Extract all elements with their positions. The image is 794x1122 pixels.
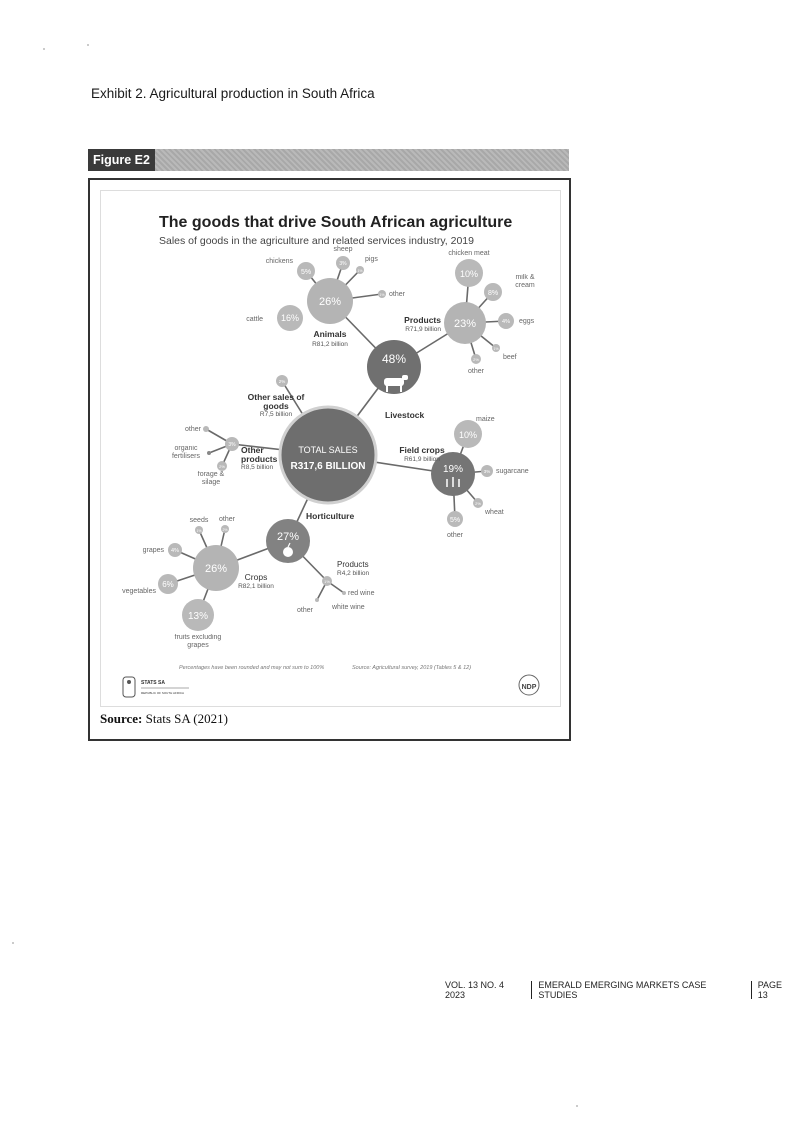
field-crops-label: Field crops bbox=[399, 445, 445, 455]
cattle-pct: 16% bbox=[280, 313, 300, 323]
milk-label-box bbox=[505, 274, 545, 296]
chickens-pct: 5% bbox=[300, 269, 312, 276]
horticulture-pct: 27% bbox=[276, 531, 300, 543]
hort-crops-pct: 26% bbox=[204, 563, 228, 575]
livestock-label: Livestock bbox=[385, 410, 425, 420]
pigs-pct: 1% bbox=[357, 269, 363, 273]
footnote-left: Percentages have been rounded and may not sum to 100% bbox=[179, 665, 325, 671]
products-other-pct: 2% bbox=[473, 357, 479, 362]
infographic-diagram bbox=[101, 191, 560, 706]
page-footer bbox=[445, 980, 794, 1000]
footer-journal: EMERALD EMERGING MARKETS CASE STUDIES bbox=[538, 980, 707, 1000]
red-wine-dot bbox=[342, 591, 346, 595]
livestock-pct: 48% bbox=[381, 352, 407, 366]
source-label: Source: bbox=[100, 711, 143, 726]
sugarcane-label: sugarcane bbox=[496, 468, 529, 475]
hort-products-label: Products bbox=[337, 560, 369, 569]
wheat-pct: 2% bbox=[475, 501, 481, 506]
footnote-right: Source: Agricultural survey, 2019 (Tables 5 & 12) bbox=[352, 665, 472, 671]
animals-value: R81,2 billion bbox=[312, 341, 348, 348]
livestock-products-value: R71,9 billion bbox=[405, 326, 441, 333]
infographic-subtitle: Sales of goods in the agriculture and related services industry, 2019 bbox=[159, 235, 474, 247]
vegetables-label: vegetables bbox=[122, 588, 156, 595]
eggs-label: eggs bbox=[519, 318, 535, 325]
animals-other-label: other bbox=[389, 291, 405, 298]
maize-label: maize bbox=[476, 416, 495, 423]
infographic-title: The goods that drive South African agriculture bbox=[159, 214, 513, 231]
forage-pct: 2% bbox=[219, 464, 225, 469]
fc-other-label: other bbox=[447, 532, 463, 539]
grapes-pct: 4% bbox=[171, 548, 179, 554]
livestock-products-pct: 23% bbox=[453, 318, 477, 330]
footer-volume: VOL. 13 NO. 4 2023 bbox=[445, 980, 505, 1000]
sugarcane-pct: 3% bbox=[483, 469, 491, 474]
hort-products-value: R4,2 billion bbox=[337, 570, 370, 577]
animals-other-pct: 1% bbox=[379, 293, 385, 297]
milk-pct: 8% bbox=[487, 290, 499, 297]
ndp-logo-text: NDP bbox=[521, 684, 537, 691]
total-sales-label: TOTAL SALES bbox=[298, 445, 358, 455]
other-products-value: R8,5 billion bbox=[241, 464, 274, 471]
fruits-label: fruits excluding grapes bbox=[174, 634, 222, 649]
cattle-label: cattle bbox=[246, 316, 263, 323]
beef-pct: 1% bbox=[493, 347, 499, 351]
total-sales-value: R317,6 BILLION bbox=[290, 461, 366, 472]
other-sales-pct: 2% bbox=[278, 379, 286, 384]
horticulture-label: Horticulture bbox=[306, 511, 355, 521]
milk-label: milk & cream bbox=[515, 274, 535, 289]
organic-label: organic fertilisers bbox=[171, 445, 200, 460]
chicken-meat-pct: 10% bbox=[459, 269, 479, 279]
fruits-label-box bbox=[163, 634, 233, 654]
other-products-label-box bbox=[241, 446, 291, 476]
hort-other-label: other bbox=[219, 516, 235, 523]
hort-products-pct: 1% bbox=[324, 579, 330, 584]
field-crops-value: R61,9 billion bbox=[404, 456, 440, 463]
seeds-pct: 1% bbox=[196, 529, 202, 533]
coat-of-arms-icon bbox=[123, 677, 135, 697]
infographic bbox=[100, 190, 561, 707]
beef-label: beef bbox=[503, 354, 517, 361]
hort-other-pct: 2% bbox=[222, 528, 228, 532]
other-sales-label-box bbox=[236, 393, 316, 425]
other-dot bbox=[315, 598, 319, 602]
field-crops-pct: 19% bbox=[442, 464, 464, 475]
fruits-pct: 13% bbox=[187, 611, 209, 622]
other-products-label: Other products bbox=[241, 446, 278, 464]
other-products-pct: 3% bbox=[228, 442, 236, 448]
fc-other-pct: 5% bbox=[449, 517, 461, 524]
animals-pct: 26% bbox=[318, 296, 342, 308]
wheat-label: wheat bbox=[485, 509, 504, 516]
eggs-pct: 4% bbox=[502, 319, 510, 325]
op-other-circle bbox=[203, 426, 209, 432]
red-wine-label: red wine bbox=[348, 590, 375, 597]
figure-label: Figure E2 bbox=[88, 149, 155, 171]
forage-label: forage & silage bbox=[197, 471, 225, 486]
pigs-label: pigs bbox=[365, 256, 378, 263]
stats-sa-logo-sub: REPUBLIC OF SOUTH AFRICA bbox=[141, 691, 185, 695]
figure-box bbox=[88, 178, 571, 741]
forage-label-box bbox=[193, 471, 229, 491]
hort-products-other-label: other bbox=[297, 607, 313, 614]
figure-source bbox=[100, 711, 228, 727]
products-other-label: other bbox=[468, 368, 484, 375]
other-sales-value: R7,5 billion bbox=[259, 411, 293, 418]
seeds-label: seeds bbox=[189, 517, 209, 524]
footer-separator bbox=[751, 981, 752, 999]
livestock-products-label: Products bbox=[404, 315, 441, 325]
source-text: Stats SA (2021) bbox=[145, 711, 228, 726]
footer-page: PAGE 13 bbox=[757, 980, 783, 1000]
maize-pct: 10% bbox=[458, 430, 478, 440]
sheep-label: sheep bbox=[333, 246, 353, 253]
chickens-label: chickens bbox=[265, 258, 293, 265]
organic-label-box bbox=[163, 445, 209, 465]
sheep-pct: 3% bbox=[339, 261, 347, 267]
animals-label: Animals bbox=[313, 329, 347, 339]
chicken-meat-label: chicken meat bbox=[448, 250, 490, 257]
hort-crops-label: Crops bbox=[244, 572, 268, 582]
footer-separator bbox=[531, 981, 532, 999]
stats-sa-logo-text: STATS SA bbox=[141, 680, 165, 686]
other-sales-label: Other sales of goods bbox=[247, 393, 305, 411]
vegetables-pct: 6% bbox=[162, 580, 174, 589]
op-other-label: other bbox=[185, 426, 201, 433]
grapes-label: grapes bbox=[142, 547, 164, 554]
hort-crops-value: R82,1 billion bbox=[238, 583, 274, 590]
figure-header-bar bbox=[88, 149, 569, 171]
white-wine-label: white wine bbox=[332, 604, 365, 611]
exhibit-title: Exhibit 2. Agricultural production in South Africa bbox=[91, 86, 375, 101]
